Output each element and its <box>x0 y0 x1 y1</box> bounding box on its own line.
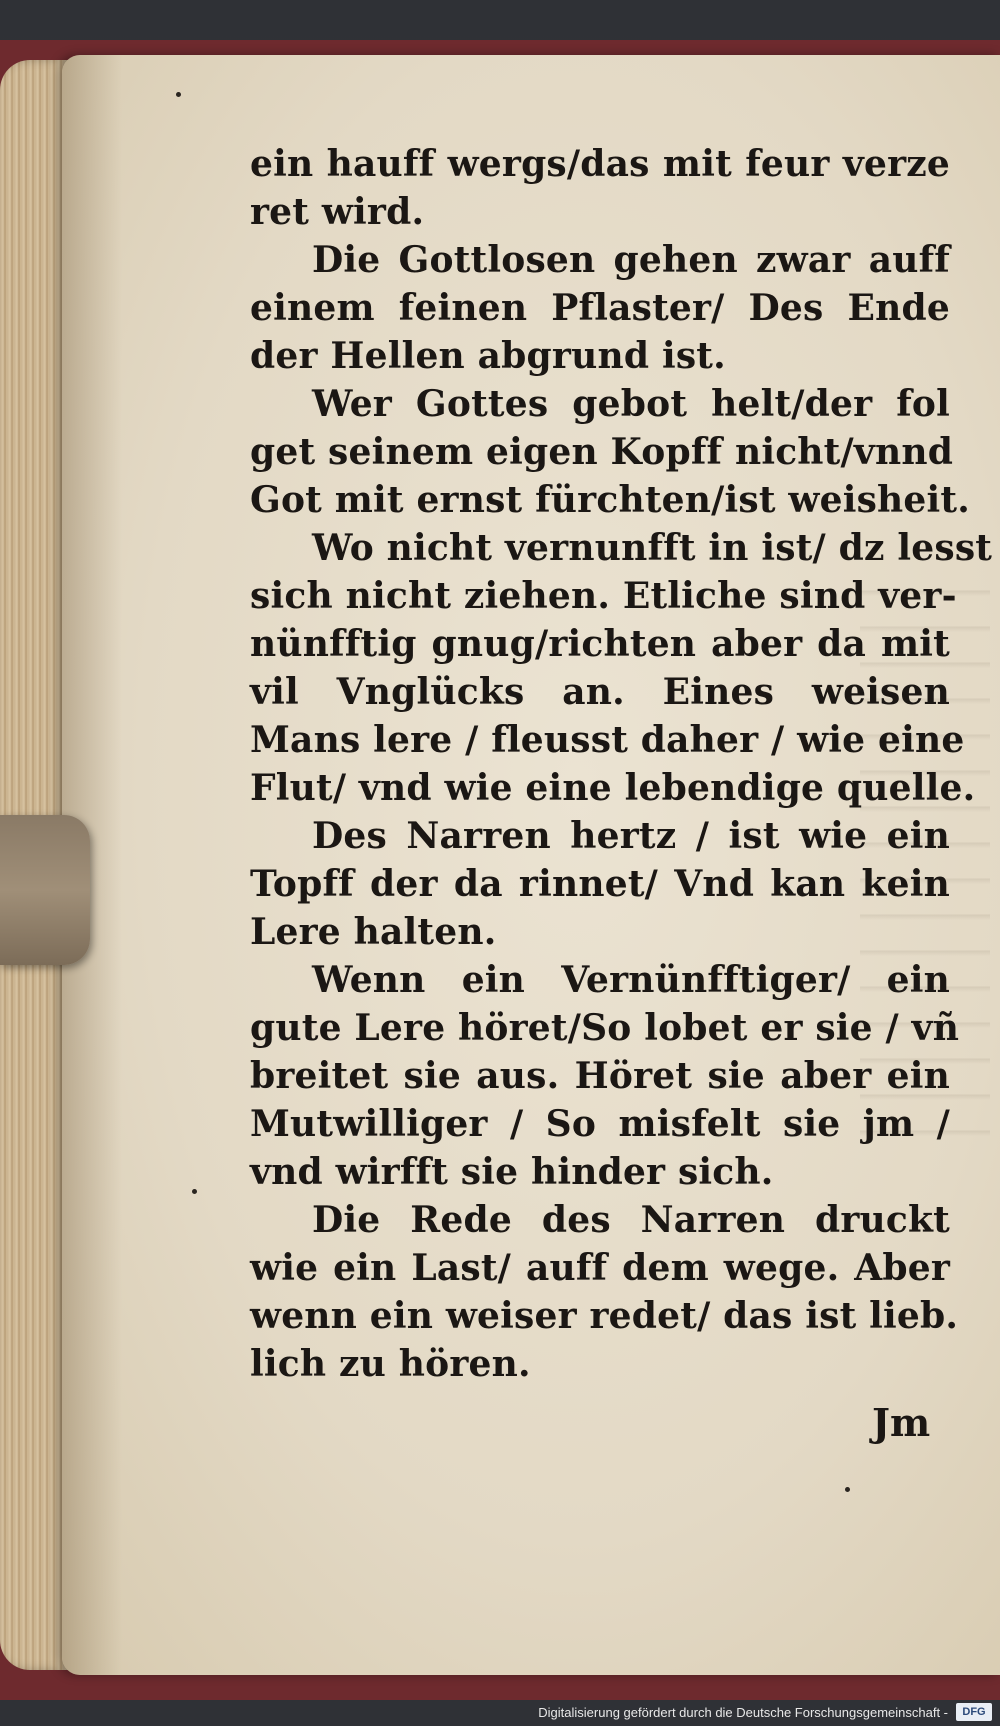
text-line: Flut/ vnd wie eine lebendige quelle. <box>250 767 976 809</box>
text-line: Des Narren hertz / ist wie ein <box>312 815 950 857</box>
text-line: Die Gottlosen gehen zwar auff <box>312 239 950 281</box>
text-line: Mans lere / fleusst daher / wie eine <box>250 719 965 761</box>
dfg-logo: DFG <box>956 1703 992 1721</box>
text-line: Die Rede des Narren druckt <box>312 1199 950 1241</box>
text-line: vnd wirfft sie hinder sich. <box>250 1151 774 1193</box>
text-line: wenn ein weiser redet/ das ist lieb. <box>250 1295 959 1337</box>
text-line: breitet sie aus. Höret sie aber ein <box>250 1055 950 1097</box>
ink-speck <box>192 1189 197 1194</box>
ink-speck <box>176 92 181 97</box>
funding-credit: Digitalisierung gefördert durch die Deutsche Forschungsgemeinschaft - <box>538 1705 948 1720</box>
catchword: Jm <box>872 1400 931 1445</box>
text-line: ein hauff wergs/das mit feur verze <box>250 143 950 185</box>
text-line: get seinem eigen Kopff nicht/vnnd <box>250 431 954 473</box>
text-line: wie ein Last/ auff dem wege. Aber <box>250 1247 950 1289</box>
text-line: der Hellen abgrund ist. <box>250 335 726 377</box>
text-line: Got mit ernst fürchten/ist weisheit. <box>250 479 970 521</box>
text-line: Topff der da rinnet/ Vnd kan kein <box>250 863 950 905</box>
text-line: Lere halten. <box>250 911 497 953</box>
text-line: vil Vnglücks an. Eines weisen <box>250 671 950 713</box>
text-line: sich nicht ziehen. Etliche sind ver- <box>250 575 957 617</box>
bookmark-ribbon <box>0 815 90 965</box>
text-line: nünfftig gnug/richten aber da mit <box>250 623 950 665</box>
text-line: einem feinen Pflaster/ Des Ende <box>250 287 950 329</box>
text-line: Wer Gottes gebot helt/der fol <box>312 383 950 425</box>
text-line: Wo nicht vernunfft in ist/ dz lesst <box>312 527 993 569</box>
ink-speck <box>845 1487 850 1492</box>
text-line: gute Lere höret/So lobet er sie / vñ <box>250 1007 960 1049</box>
body-text <box>250 140 993 1388</box>
text-line: lich zu hören. <box>250 1343 531 1385</box>
text-line: Mutwilliger / So misfelt sie jm / <box>250 1103 950 1145</box>
text-line: Wenn ein Vernünfftiger/ ein <box>312 959 950 1001</box>
text-line: ret wird. <box>250 191 425 233</box>
